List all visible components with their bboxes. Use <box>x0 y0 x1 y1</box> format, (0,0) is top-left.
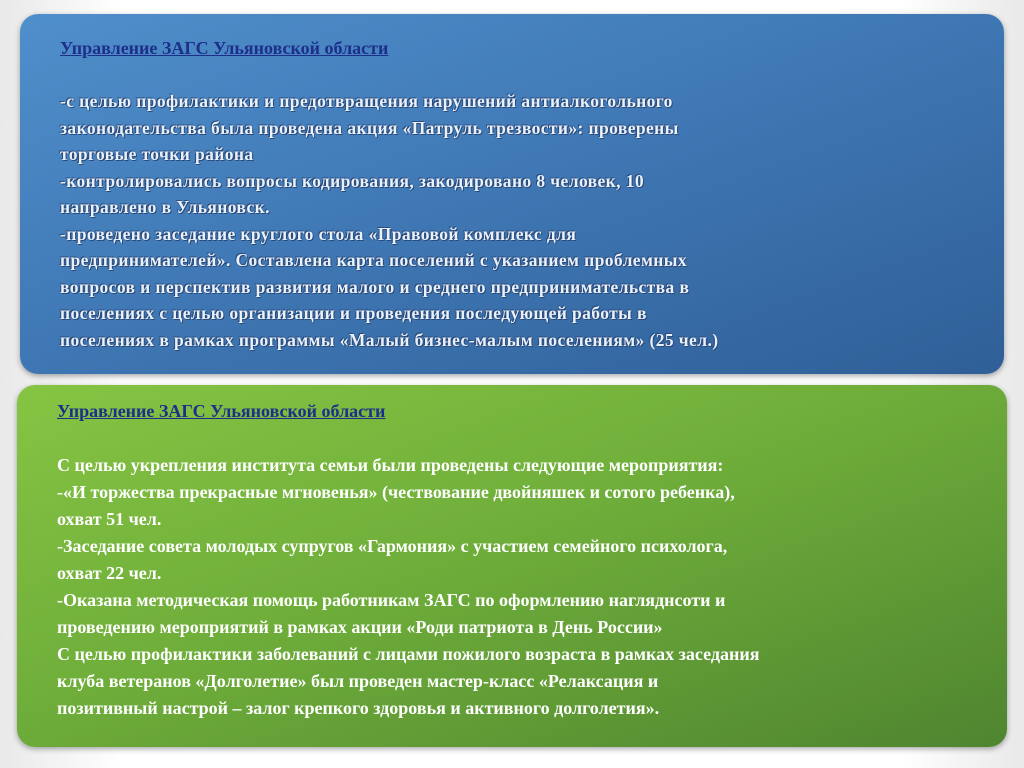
blue-panel-title[interactable]: Управление ЗАГС Ульяновской области <box>60 38 389 58</box>
green-panel-line: -Оказана методическая помощь работникам ЗАГС по оформлению нагляднсоти и <box>57 590 726 610</box>
blue-info-panel <box>20 14 1004 374</box>
blue-panel-line: вопросов и перспектив развития малого и среднего предпринимательства в <box>60 276 690 297</box>
green-panel-line: С целью укрепления института семьи были проведены следующие мероприятия: <box>57 455 724 475</box>
green-panel-line: -Заседание совета молодых супругов «Гармония» с участием семейного психолога, <box>57 536 728 556</box>
blue-panel-line: законодательства была проведена акция «Патруль трезвости»: проверены <box>60 117 679 138</box>
blue-panel-line: поселениях с целью организации и проведения последующей работы в <box>60 303 647 323</box>
blue-panel-line: предпринимателей». Составлена карта поселений с указанием проблемных <box>60 250 687 270</box>
blue-panel-body <box>60 88 880 353</box>
blue-panel-line: -с целью профилактики и предотвращения нарушений антиалкогольного <box>60 91 673 111</box>
green-panel-line: позитивный настрой – залог крепкого здоровья и активного долголетия». <box>57 698 660 718</box>
blue-panel-line: -проведено заседание круглого стола «Правовой комплекс для <box>60 223 577 244</box>
green-panel-line: С целью профилактики заболеваний с лицами пожилого возраста в рамках заседания <box>57 644 760 664</box>
blue-panel-line: направлено в Ульяновск. <box>60 197 270 217</box>
green-info-panel <box>17 385 1007 747</box>
blue-panel-line: торговые точки района <box>60 144 254 164</box>
green-panel-line: охват 22 чел. <box>57 563 162 583</box>
green-panel-line: проведению мероприятий в рамках акции «Роди патриота в День России» <box>57 617 663 637</box>
blue-panel-line: поселениях в рамках программы «Малый бизнес-малым поселениям» (25 чел.) <box>60 329 719 350</box>
green-panel-line: охват 51 чел. <box>57 509 162 529</box>
green-panel-title[interactable]: Управление ЗАГС Ульяновской области <box>57 401 386 421</box>
green-panel-body <box>57 452 957 722</box>
green-panel-line: клуба ветеранов «Долголетие» был проведен мастер-класс «Релаксация и <box>57 671 659 691</box>
green-panel-line: -«И торжества прекрасные мгновенья» (чествование двойняшек и сотого ребенка), <box>57 482 735 502</box>
blue-panel-line: -контролировались вопросы кодирования, закодировано 8 человек, 10 <box>60 170 645 191</box>
